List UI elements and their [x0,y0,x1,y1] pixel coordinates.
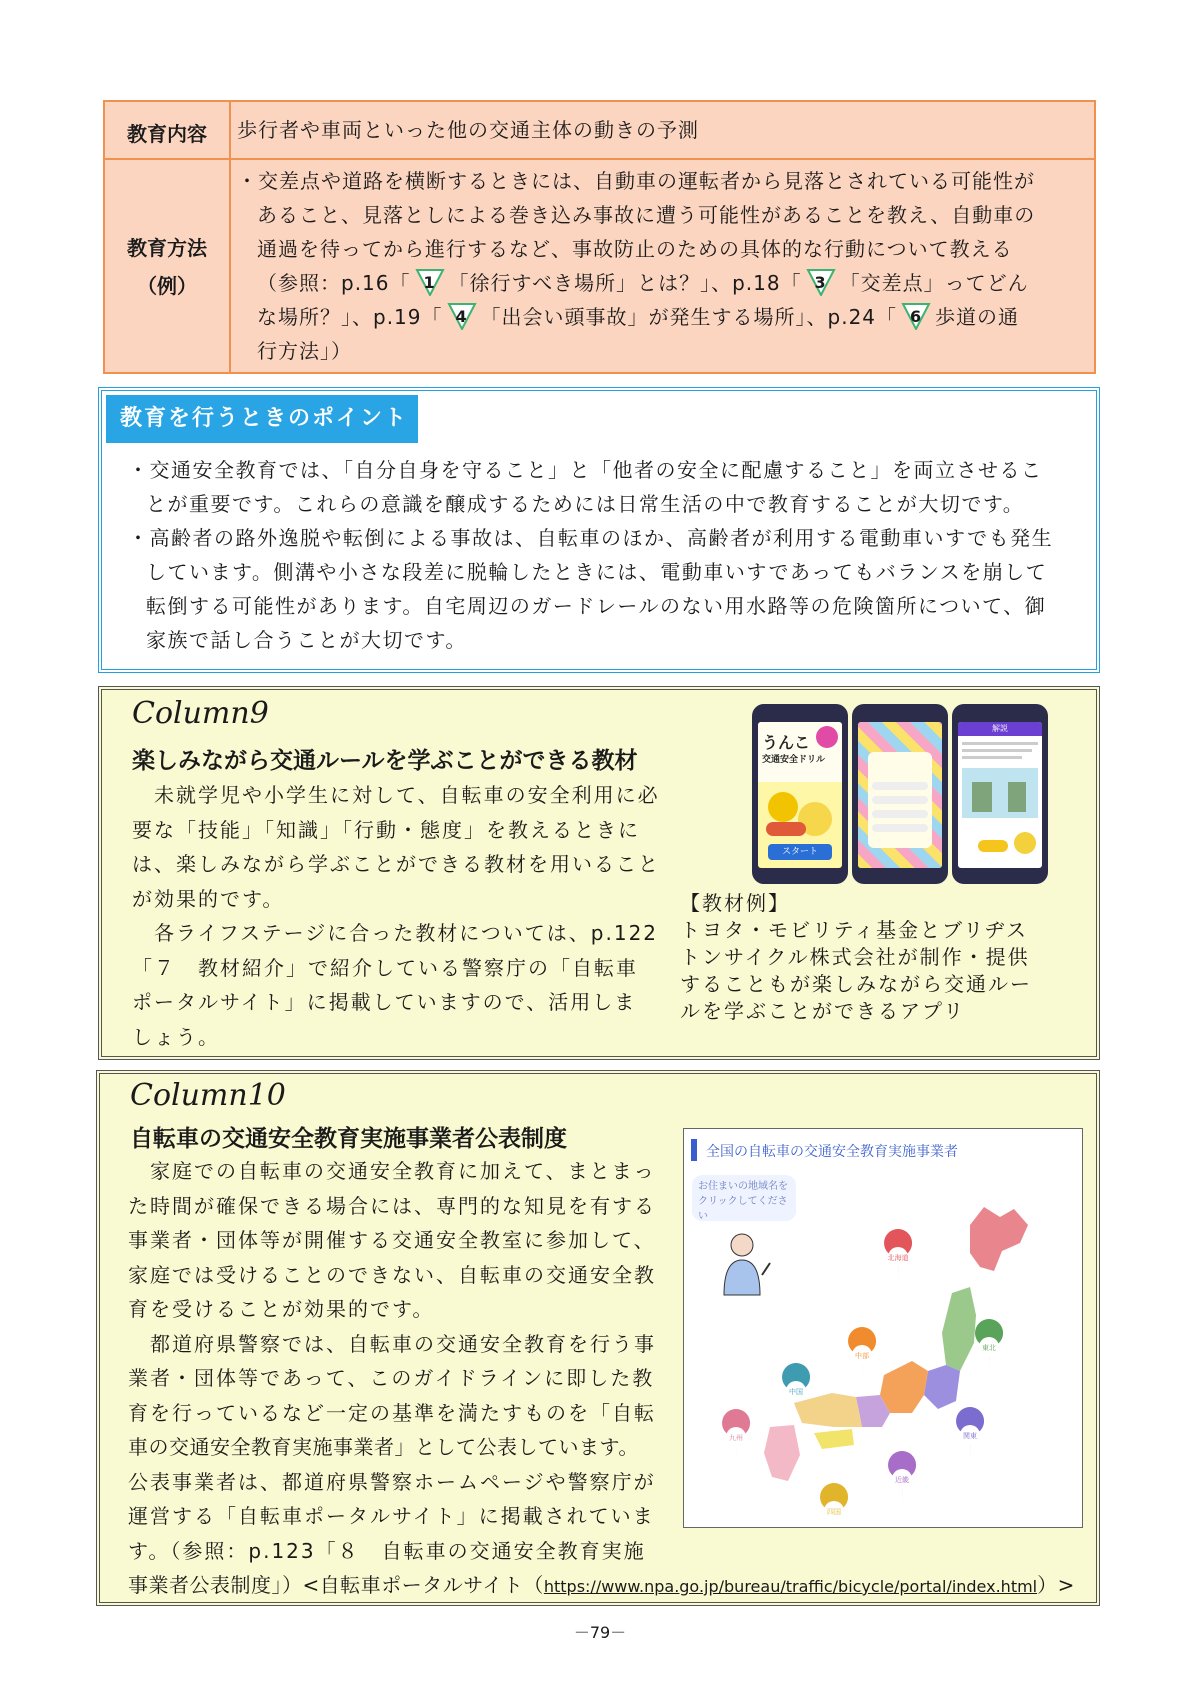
body-line: 運営する「自転車ポータルサイト」に掲載されていま [128,1504,655,1528]
body-line: 育を受けることが効果的です。 [128,1297,435,1321]
table-divider [229,102,231,372]
column-title: 楽しみながら交通ルールを学ぶことができる教材 [132,748,638,774]
body-line: 都道府県警察では、自転車の交通安全教育を行う事 [128,1331,656,1356]
body-line: ポータルサイト」に掲載していますので、活用しま [132,990,637,1014]
ref-text: 「交差点」ってどん [839,271,1029,295]
caption-title: 【教材例】 [680,891,790,915]
body-line: 業者・団体等であって、このガイドラインに即した教 [128,1366,655,1390]
body-line: 車の交通安全教育実施事業者」として公表しています。 [128,1435,639,1459]
page-number: －79－ [573,1623,627,1642]
points-box [98,387,1100,673]
method-reference-line-2 [257,300,1019,334]
body-line-with-link [128,1568,1075,1605]
app-screen-header: 解説 [958,722,1042,736]
svg-text:中国: 中国 [789,1388,803,1396]
body-line: が効果的です。 [132,886,285,911]
region-pin-hokkaido [884,1229,912,1281]
region-pin-kanto [956,1407,984,1459]
ref-text: （参照：p.16「 [257,271,411,295]
triangle-mark-icon: 1 [415,268,445,296]
body-line: 育を行っているなど一定の基準を満たすものを「自転 [128,1400,656,1425]
body-line: 家庭での自転車の交通安全教育に加えて、まとまっ [128,1159,656,1183]
method-line-1: ・交差点や道路を横断するときには、自動車の運転者から見落とされている可能性が [237,169,1035,193]
caption-line: することもが楽しみながら交通ルー [680,972,1032,996]
body-line: 家庭では受けることのできない、自転車の交通安全教 [128,1262,656,1287]
svg-text:北海道: 北海道 [887,1254,909,1262]
app-screenshot-phone [952,704,1048,884]
svg-text:近畿: 近畿 [895,1476,909,1484]
app-screenshot-phone [752,704,848,884]
caption-line: トンサイクル株式会社が制作・提供 [680,945,1030,969]
svg-text:九州: 九州 [729,1434,743,1442]
education-table [103,100,1096,374]
caption-line: ルを学ぶことができるアプリ [680,999,966,1023]
point-item-1-line-1: ・交通安全教育では、「自分自身を守ること」と「他者の安全に配慮すること」を両立させるこ [128,458,1043,482]
point-item-1-line-2: とが重要です。これらの意識を醸成するためには日常生活の中で教育することが大切です。 [146,492,1025,516]
point-item-2-line-3: 転倒する可能性があります。自宅周辺のガードレールのない用水路等の危険箇所について、御 [146,594,1047,618]
method-reference-line-1 [257,266,1029,300]
table-header-method: 教育方法 [127,236,207,260]
method-reference-line-3: 行方法」） [257,339,352,363]
table-header-content: 教育内容 [127,122,207,146]
ref-text: な場所？」、p.19「 [257,305,443,329]
region-pin-chubu [848,1327,876,1379]
portal-url-link[interactable]: https://www.npa.go.jp/bureau/traffic/bicycle/portal/index.html [543,1577,1038,1596]
ref-text: 「出会い頭事故」が発生する場所」、p.24「 [480,305,898,329]
body-line: 公表事業者は、都道府県警察ホームページや警察庁が [128,1469,656,1494]
method-line-2: あること、見落としによる巻き込み事故に遭う可能性があることを教え、自動車の [257,203,1036,227]
region-pin-kyushu [722,1409,750,1461]
title-bar-accent [691,1139,697,1161]
column-heading: Column10 [130,1078,286,1113]
map-instruction-bubble: お住まいの地域名を クリックしてください [692,1175,796,1221]
svg-text:東北: 東北 [982,1344,996,1352]
point-item-2-line-2: しています。側溝や小さな段差に脱輪したときには、電動車いすであってもバランスを崩して [146,560,1048,584]
triangle-mark-icon: 6 [901,302,931,330]
app-title: うんこ [762,733,811,752]
body-line: しょう。 [132,1024,220,1049]
point-item-2-line-4: 家族で話し合うことが大切です。 [146,628,467,652]
column-9-box [98,686,1100,1060]
body-line: す。（参照：p.123「８ 自転車の交通安全教育実施 [128,1538,646,1563]
region-pin-tohoku [975,1319,1003,1371]
method-line-3: 通過を待ってから進行するなど、事故防止のための具体的な行動について教える [257,237,1013,261]
body-line: た時間が確保できる場合には、専門的な知見を有する [128,1193,656,1218]
body-text: 事業者公表制度」）<自転車ポータルサイト（ [128,1573,544,1597]
points-title: 教育を行うときのポイント [106,395,418,443]
ref-text: 歩道の通 [935,305,1020,329]
body-line: 「７ 教材紹介」で紹介している警察庁の「自転車 [132,955,638,980]
region-pin-shikoku [820,1483,848,1525]
map-title: 全国の自転車の交通安全教育実施事業者 [706,1144,958,1160]
japan-map-icon [684,1165,1080,1525]
triangle-mark-icon: 3 [806,268,836,296]
column-heading: Column9 [132,696,269,731]
app-screenshot-phone [852,704,948,884]
svg-text:中部: 中部 [855,1352,869,1360]
body-line: 未就学児や小学生に対して、自転車の安全利用に必 [132,783,660,807]
body-text: ）> [1037,1573,1075,1597]
app-start-button: スタート [768,844,832,860]
point-item-2-line-1: ・高齢者の路外逸脱や転倒による事故は、自転車のほか、高齢者が利用する電動車いすでも発生 [128,526,1054,550]
svg-text:関東: 関東 [963,1432,977,1440]
body-line: 要な「技能」「知識」「行動・態度」を教えるときに [132,817,640,842]
region-pin-kinki [888,1451,916,1503]
table-header-method-example: （例） [137,274,197,298]
body-line: は、楽しみながら学ぶことができる教材を用いること [132,852,660,876]
app-subtitle: 交通安全ドリル [762,755,826,765]
body-line: 各ライフステージに合った教材については、p.122 [132,921,659,945]
japan-map-figure [683,1128,1083,1528]
ref-text: 「徐行すべき場所」とは？」、p.18「 [448,271,802,295]
body-line: 事業者・団体等が開催する交通安全教室に参加して、 [128,1228,656,1252]
table-value-content: 歩行者や車両といった他の交通主体の動きの予測 [237,118,699,142]
triangle-mark-icon: 4 [447,302,477,330]
column-title: 自転車の交通安全教育実施事業者公表制度 [130,1126,567,1152]
caption-line: トヨタ・モビリティ基金とブリヂス [680,918,1028,942]
svg-text:四国: 四国 [827,1508,841,1516]
